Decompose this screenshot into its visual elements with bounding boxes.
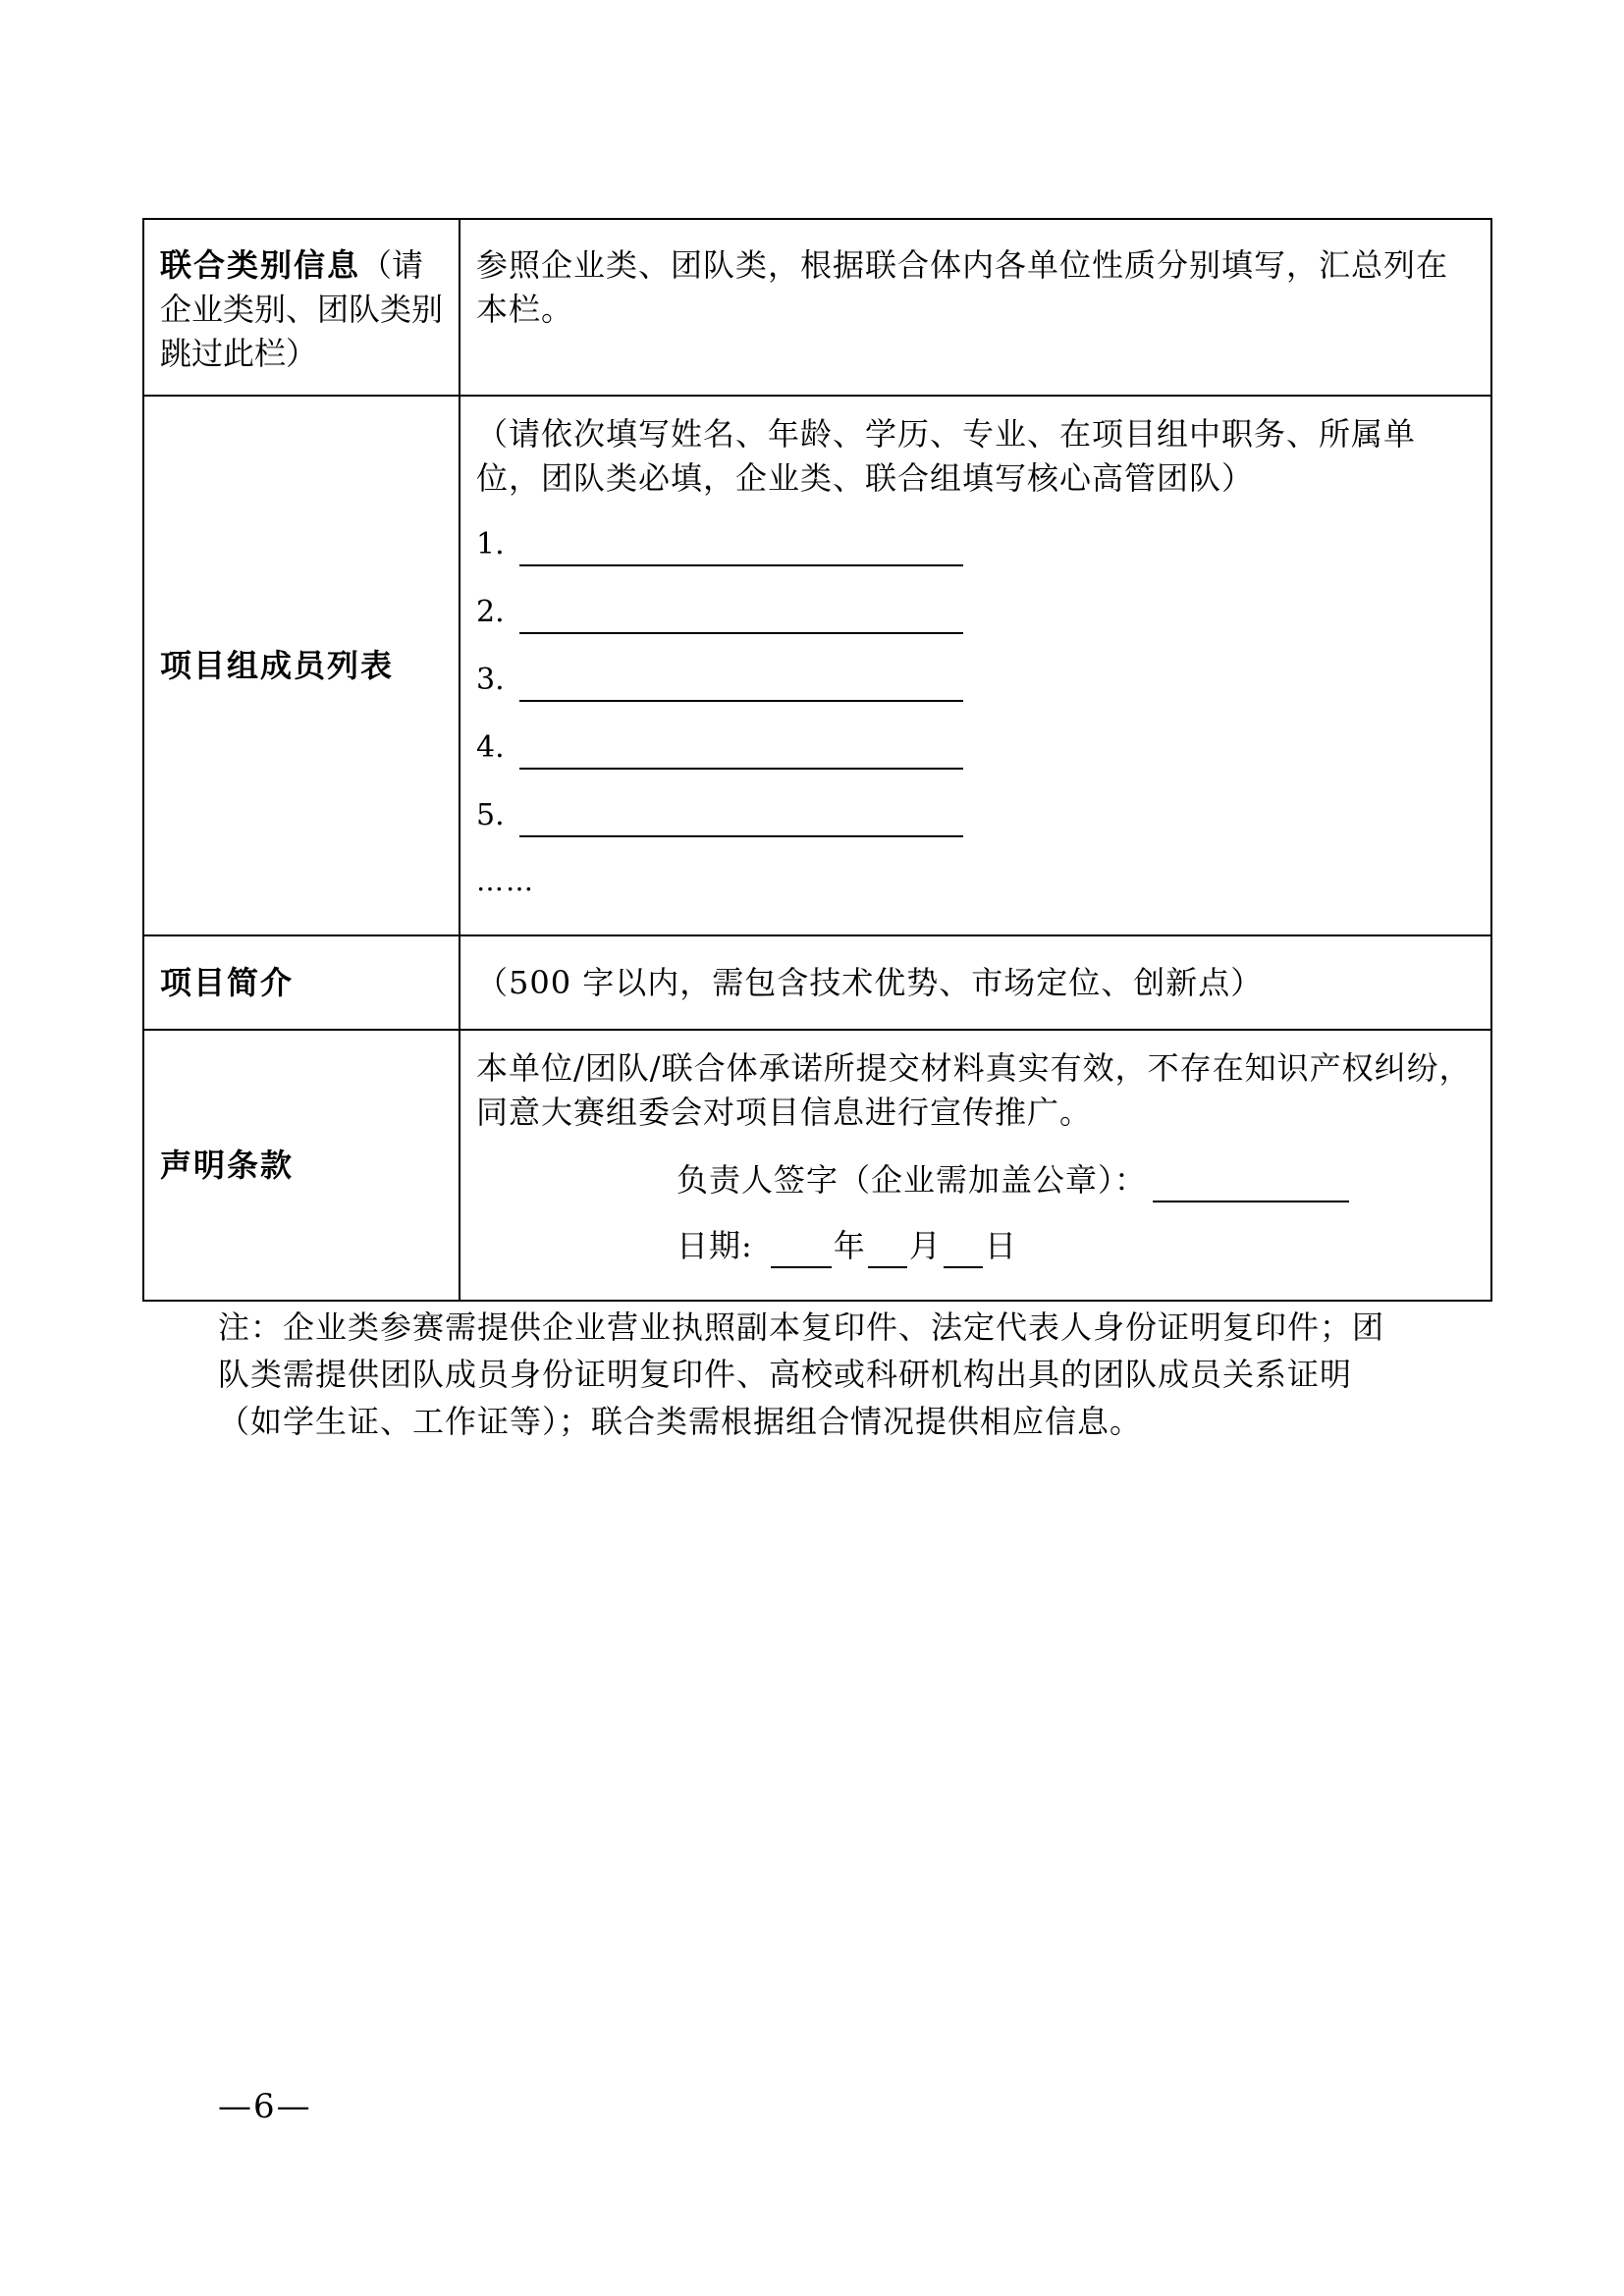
footnote: 注：企业类参赛需提供企业营业执照副本复印件、法定代表人身份证明复印件；团队类需提供团队成员身份证明复印件、高校或科研机构出具的团队成员关系证明（如学生证、工作证等）；联合类需根据组合情况提供相应信息。 xyxy=(218,1308,1385,1440)
team-members-content-cell xyxy=(460,396,1491,935)
date-label: 日期: xyxy=(677,1227,753,1264)
year-label: 年 xyxy=(833,1227,866,1264)
project-intro-text: （500 字以内，需包含技术优势、市场定位、创新点） xyxy=(476,963,1264,1001)
declaration-text: 本单位/团队/联合体承诺所提交材料真实有效，不存在知识产权纠纷，同意大赛组委会对项目信息进行宣传推广。 xyxy=(476,1049,1472,1131)
member-number: 2. xyxy=(476,595,505,629)
member-entry-1 xyxy=(476,522,1479,566)
member-number: 3. xyxy=(476,663,505,697)
row-project-intro xyxy=(143,935,1491,1030)
team-members-label-cell xyxy=(143,396,460,935)
row-declaration xyxy=(143,1030,1491,1301)
consortium-info-label-note: （请企业类别、团队类别跳过此栏） xyxy=(160,246,444,372)
declaration-label-cell xyxy=(143,1030,460,1301)
member-number: 1. xyxy=(476,527,505,561)
member-blank-field[interactable] xyxy=(519,667,963,702)
row-consortium-info xyxy=(143,219,1491,396)
row-team-members xyxy=(143,396,1491,935)
consortium-info-content-cell xyxy=(460,219,1491,396)
team-members-label: 项目组成员列表 xyxy=(160,646,395,684)
signature-line xyxy=(476,1158,1479,1202)
declaration-content-cell xyxy=(460,1030,1491,1301)
member-number: 5. xyxy=(476,798,505,832)
consortium-info-text: 参照企业类、团队类，根据联合体内各单位性质分别填写，汇总列在本栏。 xyxy=(476,246,1449,328)
declaration-label: 声明条款 xyxy=(160,1146,295,1184)
member-blank-field[interactable] xyxy=(519,802,963,837)
signature-blank-field[interactable] xyxy=(1153,1167,1349,1202)
member-entry-2 xyxy=(476,590,1479,634)
project-intro-label-cell xyxy=(143,935,460,1030)
member-blank-field[interactable] xyxy=(519,734,963,770)
month-label: 月 xyxy=(908,1227,942,1264)
member-number: 4. xyxy=(476,730,505,765)
members-ellipsis: …… xyxy=(476,865,535,897)
team-members-instruction: （请依次填写姓名、年龄、学历、专业、在项目组中职务、所属单位，团队类必填，企业类、联合组填写核心高管团队） xyxy=(476,415,1417,497)
date-line xyxy=(476,1224,1479,1268)
page-number: —6— xyxy=(218,2087,312,2126)
project-intro-label: 项目简介 xyxy=(160,963,295,1001)
project-intro-content-cell[interactable] xyxy=(460,935,1491,1030)
consortium-info-label: 联合类别信息 xyxy=(160,246,361,284)
member-blank-field[interactable] xyxy=(519,599,963,634)
member-entry-5 xyxy=(476,793,1479,837)
day-label: 日 xyxy=(984,1227,1017,1264)
month-blank-field[interactable] xyxy=(868,1233,907,1268)
signature-label: 负责人签字（企业需加盖公章）： xyxy=(677,1161,1148,1199)
application-form-table xyxy=(142,218,1492,1302)
year-blank-field[interactable] xyxy=(771,1233,832,1268)
member-blank-field[interactable] xyxy=(519,531,963,566)
team-members-list xyxy=(476,522,1479,837)
member-entry-4 xyxy=(476,725,1479,770)
consortium-info-label-cell xyxy=(143,219,460,396)
day-blank-field[interactable] xyxy=(944,1233,983,1268)
member-entry-3 xyxy=(476,658,1479,702)
